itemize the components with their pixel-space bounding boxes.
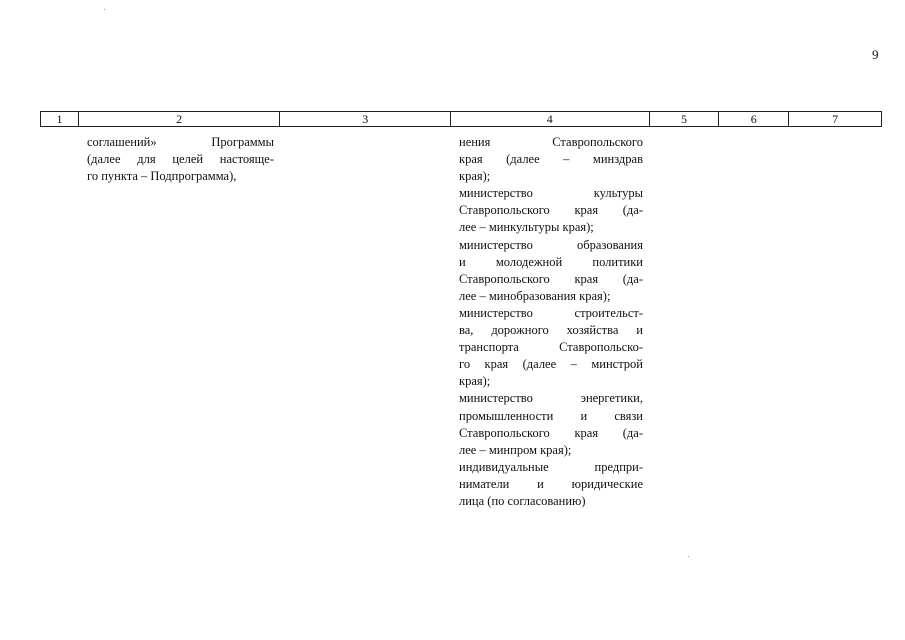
text-line: го пункта – Подпрограмма), (87, 169, 237, 184)
text-line: промышленности и связи (459, 408, 643, 423)
table-header-cell: 1 (41, 112, 79, 126)
text-line: министерство культуры (459, 186, 643, 201)
table-header-row (40, 111, 882, 127)
column-2-text (87, 134, 274, 185)
text-line: Ставропольского края (да- (459, 203, 643, 218)
text-line: министерство образования (459, 237, 643, 252)
table-header-cell: 5 (650, 112, 720, 126)
text-line: нения Ставропольского (459, 135, 643, 149)
page-number: 9 (872, 47, 879, 62)
table-header-cell: 6 (719, 112, 789, 126)
text-line: лее – минпром края); (459, 442, 572, 457)
text-line: края (далее – минздрав (459, 152, 643, 167)
table-header-cell: 4 (451, 112, 650, 126)
table-header-cell: 3 (280, 112, 451, 126)
text-line: и молодежной политики (459, 254, 643, 269)
column-4-text (459, 134, 643, 510)
text-line: лее – минкультуры края); (459, 220, 594, 235)
text-line: лее – минобразования края); (459, 288, 611, 303)
text-line: министерство строительст- (459, 305, 643, 320)
text-line: транспорта Ставропольско- (459, 340, 643, 355)
text-line: (далее для целей настояще- (87, 152, 274, 167)
text-line: Ставропольского края (да- (459, 271, 643, 286)
text-line: края); (459, 169, 491, 184)
text-line: лица (по согласованию) (459, 493, 586, 508)
text-line: индивидуальные предпри- (459, 459, 643, 474)
text-line: Ставропольского края (да- (459, 425, 643, 440)
text-line: соглашений» Программы (87, 135, 274, 149)
text-line: министерство энергетики, (459, 391, 643, 406)
text-line: ниматели и юридические (459, 476, 643, 491)
text-line: края); (459, 374, 491, 389)
scan-speck (688, 556, 689, 557)
scan-speck (104, 9, 105, 10)
table-header-cell: 7 (832, 112, 839, 126)
text-line: го края (далее – минстрой (459, 357, 643, 372)
table-header-cell: 2 (79, 112, 281, 126)
text-line: ва, дорожного хозяйства и (459, 323, 643, 338)
